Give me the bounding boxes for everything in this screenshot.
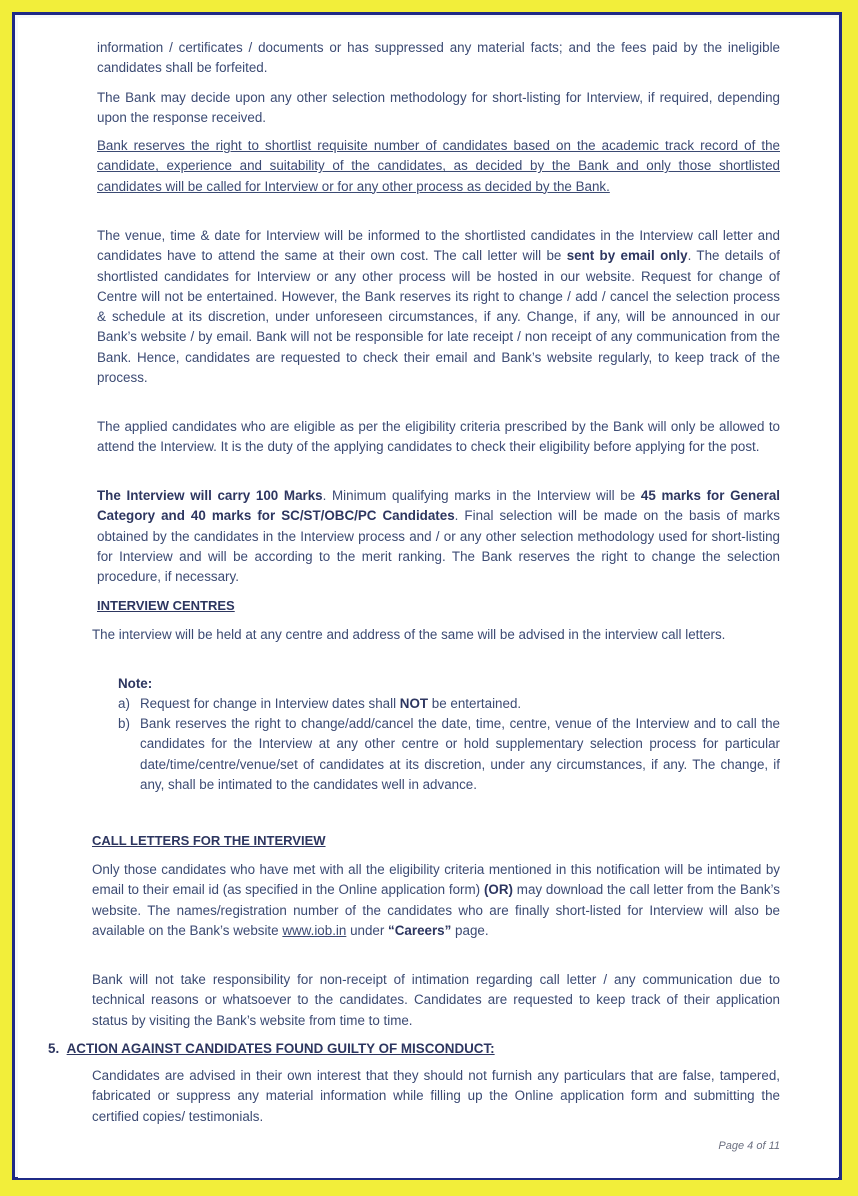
website-link[interactable]: www.iob.in [282,922,347,938]
note-label: Note: [118,676,153,691]
note-marker-a: a) [118,696,130,711]
paragraph-centres: The interview will be held at any centre and address of the same will be advised in the interview call letters. [92,627,726,642]
page-number: Page 4 of 11 [718,1140,780,1152]
paragraph-venue: The venue, time & date for Interview will be informed to the shortlisted candidates in the Interview call letter and candidates have to attend the same at their own cost. The call letter will be sent by email only. The details of shortlisted candidates for Interview or any other process will be hosted in our website. Request for change of Centre will not be entertained. However, the Bank reserves its right to change / add / cancel the selection process & schedule at its discretion, under unforeseen circumstances, if any. Change, if any, will be announced in our Bank’s website / by email. Bank will not be responsible for late receipt / non receipt of any communication from the Bank. Hence, candidates are requested to check their email and Bank’s website regularly, to keep track of the process. [97,228,780,386]
heading-call-letters: CALL LETTERS FOR THE INTERVIEW [92,833,326,848]
note-text-b: Bank reserves the right to change/add/cancel the date, time, centre, venue of the Interview and to call the candidates for the Interview at any other centre or hold supplementary selection process for particular date/time/centre/venue/set of candidates at its discretion, under any circumstances, if any. The change, if any, shall be intimated to the candidates well in advance. [140,716,780,792]
paragraph-forfeit: information / certificates / documents or has suppressed any material facts; and the fees paid by the ineligible candidates shall be forfeited. [97,40,780,76]
paragraph-shortlist: Bank reserves the right to shortlist requisite number of candidates based on the academic track record of the candidate, experience and suitability of the candidates, as decided by the Bank and only those shortlisted candidates will be called for Interview or for any other process as decided by the Bank. [97,138,780,194]
paragraph-action: Candidates are advised in their own interest that they should not furnish any particulars that are false, tampered, fabricated or suppress any material information while filling up the Online application form and submitting the certified copies/ testimonials. [92,1068,780,1124]
note-item-b [118,714,780,795]
paragraph-methodology: The Bank may decide upon any other selection methodology for short-listing for Interview, if required, depending upon the response received. [97,90,780,126]
paragraph-eligibility: The applied candidates who are eligible as per the eligibility criteria prescribed by the Bank will only be allowed to attend the Interview. It is the duty of the applying candidates to check their eligibility before applying for the post. [97,419,780,455]
note-item-a [118,694,780,714]
note-text-a: Request for change in Interview dates shall NOT be entertained. [140,696,522,711]
section-title: ACTION AGAINST CANDIDATES FOUND GUILTY OF MISCONDUCT: [66,1041,495,1056]
section-number: 5. [48,1041,60,1056]
paragraph-call-letters: Only those candidates who have met with all the eligibility criteria mentioned in this notification will be intimated by email to their email id (as specified in the Online application form) (OR) may download the call letter from the Bank’s website. The names/registration number of the candidates who are finally short-listed for Interview will also be available on the Bank’s website www.iob.in under “Careers” page. [92,862,780,938]
heading-interview-centres: INTERVIEW CENTRES [97,598,235,613]
document-page [18,18,838,1178]
paragraph-marks: The Interview will carry 100 Marks. Minimum qualifying marks in the Interview will be 45 marks for General Category and 40 marks for SC/ST/OBC/PC Candidates. Final selection will be made on the basis of marks obtained by the candidates in the Interview process and / or any other selection methodology used for short-listing for Interview and will be according to the merit ranking. The Bank reserves the right to change the selection procedure, if necessary. [97,488,780,585]
note-marker-b: b) [118,716,130,731]
heading-action [48,1039,495,1059]
paragraph-responsibility: Bank will not take responsibility for non-receipt of intimation regarding call letter / any communication due to technical reasons or whatsoever to the candidates. Candidates are requested to keep track of their application status by visiting the Bank’s website from time to time. [92,972,780,1028]
